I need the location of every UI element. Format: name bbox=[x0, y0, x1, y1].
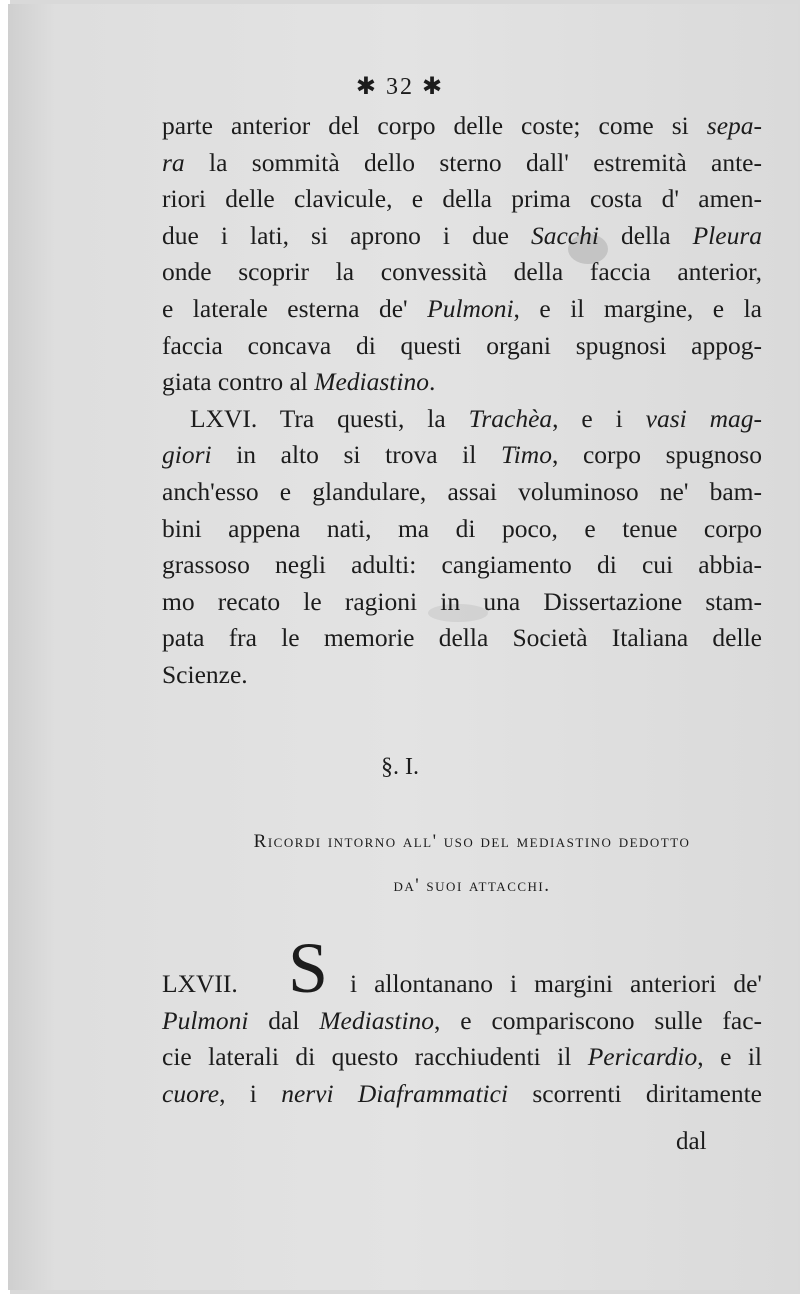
text-line bbox=[162, 364, 762, 401]
paragraph-3-lines bbox=[162, 966, 762, 1112]
text-run: , e compariscono sulle fac- bbox=[434, 1005, 762, 1035]
text-run: giata contro al bbox=[162, 367, 315, 397]
text-line bbox=[162, 584, 762, 621]
text-run: parte anterior del corpo delle coste; come si bbox=[162, 111, 707, 140]
italic-term: Trachèa bbox=[468, 403, 553, 433]
text-line bbox=[162, 328, 762, 365]
text-line bbox=[162, 401, 762, 438]
text-line bbox=[162, 1003, 762, 1040]
text-line bbox=[162, 620, 762, 657]
drop-cap: S bbox=[288, 928, 329, 1008]
text-run: bini appena nati, ma di poco, e tenue corpo bbox=[162, 513, 762, 543]
italic-term: Timo bbox=[500, 440, 552, 470]
text-run: e laterale esterna de' bbox=[162, 293, 428, 323]
text-line bbox=[162, 1076, 762, 1113]
text-run: scorrenti diritamente bbox=[508, 1078, 762, 1108]
catchword: dal bbox=[676, 1128, 707, 1155]
text-run: i allontanano i margini anteriori de' bbox=[350, 969, 762, 998]
text-run: , e il bbox=[697, 1042, 762, 1072]
italic-term: Pleura bbox=[692, 220, 762, 250]
text-run: , i bbox=[219, 1078, 282, 1108]
section-title-line-2: da' suoi attacchi. bbox=[393, 875, 551, 896]
text-line bbox=[162, 254, 762, 291]
ornament-left-icon: ✱ bbox=[355, 74, 378, 100]
text-run: mo recato le ragioni in una Dissertazione stam- bbox=[162, 586, 762, 616]
text-run: due i lati, si aprono i due bbox=[162, 220, 531, 250]
text-run: faccia concava di questi organi spugnosi appog- bbox=[162, 330, 762, 360]
section-mark: §. I. bbox=[381, 754, 419, 780]
text-line bbox=[162, 181, 762, 218]
italic-term: giori bbox=[162, 440, 212, 470]
paragraph-3 bbox=[162, 928, 762, 1112]
text-run: onde scoprir la convessità della faccia anterior, bbox=[162, 257, 762, 287]
text-line bbox=[162, 474, 762, 511]
italic-term: nervi Diaframmatici bbox=[281, 1078, 509, 1108]
text-run: . bbox=[428, 367, 436, 397]
paragraph-number: LXVII. bbox=[162, 969, 238, 998]
italic-term: sepa- bbox=[706, 111, 762, 140]
section-title-line-1: Ricordi intorno all' uso del mediastino dedotto bbox=[253, 831, 691, 852]
text-line bbox=[162, 291, 762, 328]
italic-term: Pericardio bbox=[587, 1042, 698, 1072]
text-run: LXVI. Tra questi, la bbox=[190, 403, 469, 433]
main-text bbox=[162, 108, 762, 694]
italic-term: Sacchi bbox=[530, 220, 599, 250]
text-run: , e il margine, e la bbox=[513, 293, 762, 323]
page-number: 32 bbox=[386, 74, 414, 100]
text-run: riori delle clavicule, e della prima costa d' amen- bbox=[162, 184, 762, 214]
text-run: della bbox=[598, 220, 693, 250]
section-title bbox=[172, 820, 772, 908]
italic-term: Mediastino bbox=[319, 1005, 435, 1035]
ornament-right-icon: ✱ bbox=[422, 74, 445, 100]
text-run: , e i bbox=[552, 403, 646, 433]
text-run: in alto si trova il bbox=[211, 440, 501, 470]
paragraph-2 bbox=[162, 401, 762, 694]
text-run: pata fra le memorie della Società Italiana delle bbox=[162, 623, 762, 653]
text-line bbox=[162, 145, 762, 182]
italic-term: Pulmoni bbox=[162, 1005, 249, 1035]
italic-term: Pulmoni bbox=[427, 293, 514, 323]
page-header bbox=[0, 72, 800, 101]
text-run: Scienze. bbox=[162, 659, 248, 689]
italic-term: cuore bbox=[162, 1078, 220, 1108]
text-line bbox=[162, 547, 762, 584]
italic-term: vasi mag- bbox=[645, 403, 763, 433]
text-run: cie laterali di questo racchiudenti il bbox=[162, 1042, 588, 1072]
text-line bbox=[162, 657, 762, 694]
text-run: anch'esso e glandulare, assai voluminoso ne' bam- bbox=[162, 476, 762, 506]
text-line bbox=[162, 966, 762, 1003]
text-run: , corpo spugnoso bbox=[551, 440, 762, 470]
italic-term: ra bbox=[162, 147, 185, 177]
text-run: dal bbox=[248, 1005, 320, 1035]
text-line bbox=[162, 1039, 762, 1076]
text-run: la sommità dello sterno dall' estremità ante- bbox=[184, 147, 762, 177]
text-line bbox=[162, 437, 762, 474]
italic-term: Mediastino bbox=[314, 367, 429, 397]
text-line bbox=[162, 218, 762, 255]
text-line bbox=[162, 108, 762, 145]
text-line bbox=[162, 511, 762, 548]
text-run: grassoso negli adulti: cangiamento di cui abbia- bbox=[162, 550, 762, 580]
paragraph-1 bbox=[162, 108, 762, 401]
